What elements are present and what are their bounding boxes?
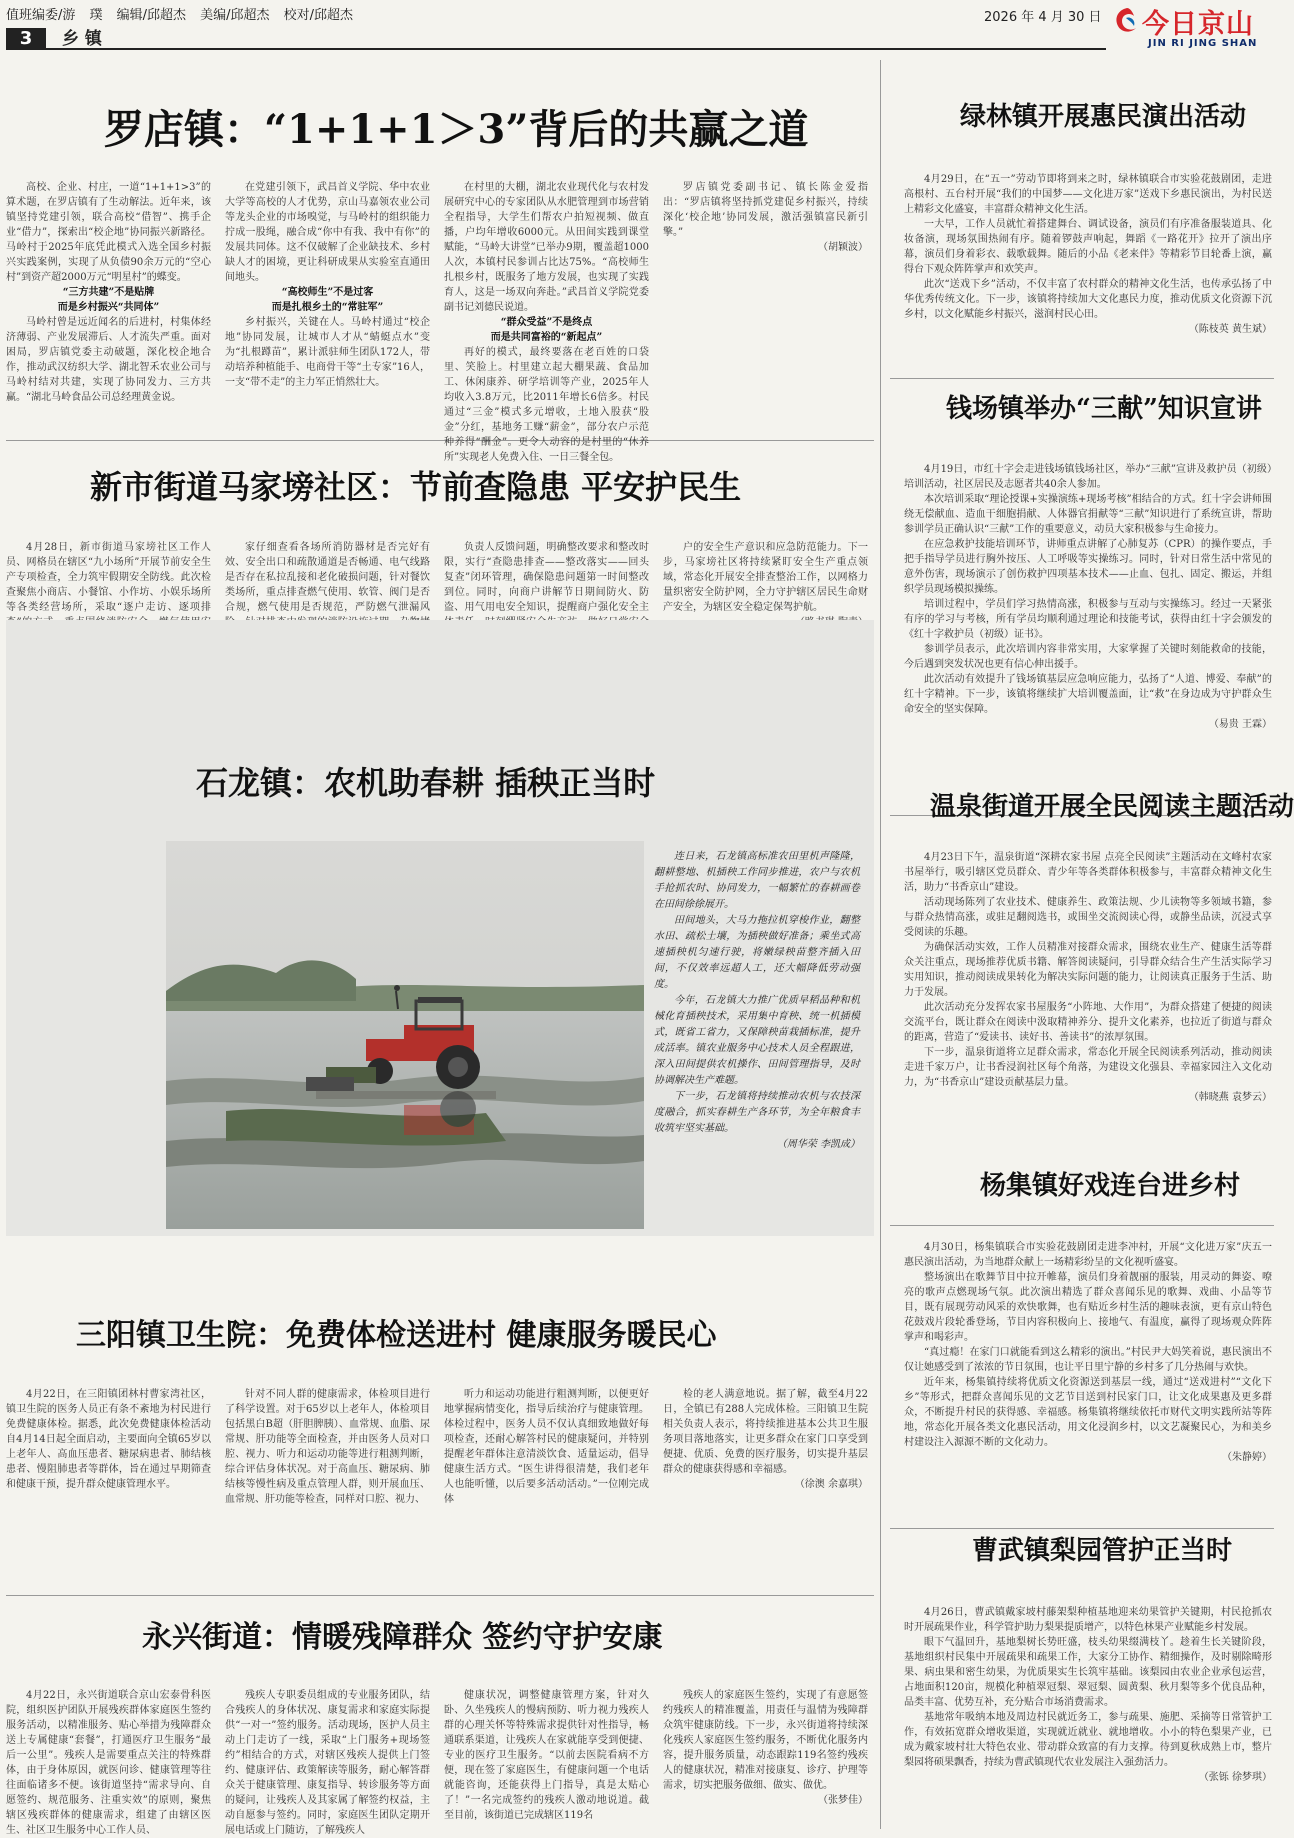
caption-paragraph: 田间地头，大马力拖拉机穿梭作业，翻整水田、疏松土壤，为插秧做好准备；乘坐式高速插秧机匀速行驶，将嫩绿秧苗整齐插入田间，不仅效率远超人工，还大幅降低劳动强度。 (654, 915, 860, 990)
article-body-wenquan (904, 850, 1272, 1210)
paragraph: 负责人反馈问题，明确整改要求和整改时限，实行“查隐患排查——整改落实——回头复查”闭环管理，确保隐患问题第一时间整改到位。同时，向商户讲解节日期间防火、防盗、用气用电安全知识，提醒商户强化安全主 (444, 542, 649, 613)
article-title-qianchang: 钱场镇举办“三献”知识宣讲 (946, 394, 1262, 424)
paragraph: 整场演出在歌舞节目中拉开帷幕，演员们身着靓丽的服装，用灵动的舞姿、嘹亮的歌声点燃现场气氛。此次演出精选了群众喜闻乐见的歌舞、戏曲、小品等节目，既有展现劳动风采的欢快歌舞，也有贴近乡村生活的趣味表演，更有京山特色花鼓戏片段轮番登场，节目内容积极向上、接地气、有温度，赢得了现场观众阵阵掌声和喝彩声。 (904, 1272, 1272, 1343)
paragraph: 家仔细查看各场所消防器材是否完好有效、安全出口和疏散通道是否畅通、电气线路是否存在私拉乱接和老化破损问题，针对餐饮类场所，重点排查燃气使用、软管、阀门是否合规，燃气使用是否规范，严防燃气泄漏风 (225, 542, 430, 613)
column-divider (880, 60, 881, 1829)
logo-swirl-icon (1112, 6, 1142, 36)
caption-paragraph: 下一步，石龙镇将持续推动农机与农技深度融合，抓实春耕生产各环节，为全年粮食丰收筑牢坚实基础。 (654, 1091, 860, 1134)
paragraph: 再好的模式，最终要落在老百姓的口袋里、笑脸上。村里建立起大棚果蔬、食品加工、休闲康养、研学培训等产业，2025年人均收入3.8万元，比2011年增长6倍多。村民通过“三金”模式多元增收，土地入股获“股金”分红，基地务工赚“薪金”，部分农户示范种养得“酬金”。更令人动容的是村里的“休养所”实现老人免费入住、一日三餐全包。 (444, 347, 649, 463)
paragraph: 在应急救护技能培训环节，讲师重点讲解了心肺复苏（CPR）的操作要点，手把手指导学员进行胸外按压、人工呼吸等实操练习。同时，针对日常生活中常见的意外伤害，现场演示了创伤救护四项基本技术——止血、包扎、固定、搬运，并组织学员现场模拟操练。 (904, 539, 1272, 595)
paragraph: 乡村振兴，关键在人。马岭村通过“校企地”协同发展，让城市人才从“蜻蜓点水”变为“扎根蹲苗”，累计派驻师生团队172人，带动培养种植能手、电商骨干等“土专家”16人，一支“带不走”的主力军正悄然壮大。 (225, 317, 430, 388)
article-title-shilong: 石龙镇：农机助春耕 插秧正当时 (196, 764, 656, 802)
paragraph: 4月19日，市红十字会走进钱场镇钱场社区，举办“三献”宣讲及救护员（初级）培训活动，社区居民及志愿者共40余人参加。 (904, 464, 1272, 490)
article-body-xinshi (663, 540, 868, 615)
byline: （胡颖波） (818, 242, 868, 253)
paragraph: 活动现场陈列了农业技术、健康养生、政策法规、少儿读物等多领域书籍，参与群众热情高涨，或驻足翻阅选书，或围坐交流阅读心得，或静坐品读，沉浸式享受阅读的乐趣。 (904, 897, 1272, 938)
editor-credits: 值班编委/游 璞 编辑/邱超杰 美编/邱超杰 校对/邱超杰 (6, 8, 354, 23)
article-body-sanyang (6, 1387, 211, 1587)
article-body-luodian (444, 180, 649, 463)
paragraph: “真过瘾！在家门口就能看到这么精彩的演出。”村民尹大妈笑着说，惠民演出不仅让她感受到了浓浓的节日氛围，也让平日里宁静的乡村多了几分热闹与欢快。 (904, 1347, 1272, 1373)
article-body-luodian (663, 180, 868, 430)
paragraph: 培训过程中，学员们学习热情高涨，积极参与互动与实操练习。经过一天紧张有序的学习与考核，所有学员均顺利通过理论和技能考试，获得由红十字会颁发的《红十字救护员（初级）证书》。 (904, 599, 1272, 640)
paragraph: 健康状况，调整健康管理方案，针对久卧、久坐残疾人的慢病预防、听力视力残疾人群的心理关怀等特殊需求提供针对性指导，畅通联系渠道，让残疾人在家就能享受到便捷、专业的医疗卫生服务。“以前去医院看病不方便，现在签了家庭医生，有健康问题一个电话就能咨询，还能获得上门指导，真是太贴心了！”一名完成签约的残疾人激动地说道。截至目前，该街道已完成辖区119名 (444, 1690, 649, 1821)
section-divider (890, 1528, 1274, 1529)
article-body-yongxing (6, 1688, 211, 1836)
article-body-sanyang (225, 1387, 430, 1587)
subheading: 而是共同富裕的“新起点” (490, 332, 603, 343)
paragraph: 在村里的大棚，湖北农业现代化与农村发展研究中心的专家团队从水肥管理到市场营销全程指导，大学生们帮农户拍短视频、做直播，户均年增收6000元。从田间实践到课堂赋能，“马岭大讲堂”已举办9期，覆盖超1000人次，本镇村民参训占比达75%。“高校师生扎根乡村，既服务了地方发展，也实现了实践育人，这是一场双向奔赴。”武昌首义学院党委副书记刘德民说道。 (444, 182, 649, 313)
byline: （徐澳 余嘉琪） (794, 1479, 868, 1490)
paragraph: 4月26日，曹武镇戴家坡村藤架梨种植基地迎来幼果管护关键期，村民抢抓农时开展疏果作业，科学管护助力梨果提质增产，以特色林果产业赋能乡村发展。 (904, 1607, 1272, 1633)
paragraph: 参训学员表示，此次培训内容非常实用，大家掌握了关键时刻能救命的技能，今后遇到突发状况也更有信心伸出援手。 (904, 644, 1272, 670)
subheading: “高校师生”不是过客 (281, 287, 374, 298)
article-title-luodian: 罗店镇：“1+1+1＞3”背后的共赢之道 (104, 106, 809, 153)
byline: （韩晓燕 袁梦云） (1188, 1092, 1272, 1103)
paragraph: 近年来，杨集镇持续将优质文化资源送到基层一线，通过“送戏进村”“文化下乡”等形式，把群众喜闻乐见的文艺节目送到村民家门口，让文化成果惠及更多群众，不断提升村民的获得感、幸福感。杨集镇将继续依托市财代文明实践所站等阵地，常态化开展各类文化惠民活动，用文化浸润乡村，以文艺凝聚民心，为和美乡村建设注入源源不断的文化动力。 (904, 1377, 1272, 1448)
article-title-yangji: 杨集镇好戏连台进乡村 (980, 1171, 1241, 1201)
tractor-field-photo (166, 841, 644, 1229)
caption-paragraph: 今年，石龙镇大力推广优质早稻品种和机械化育插秧技术，采用集中育秧、统一机插模式，既省工省力，又保障秧苗栽插标准，提升成活率。镇农业服务中心技术人员全程跟进，深入田间提供农机操作、田间管理指导，及时协调解决生产难题。 (654, 995, 860, 1086)
paragraph: 高校、企业、村庄，一道“1+1+1>3”的算术题，在罗店镇有了生动解法。近年来，该镇坚持党建引领，联合高校“借智”、携手企业“借力”，探索出“校企地”协同振兴新路径。马岭村于2025年底凭此模式入选全国乡村振兴实践案例，实现了从负债90余万元的“空心村”到资产超2000万元“明星村”的蝶变。 (6, 182, 211, 283)
paragraph: 为确保活动实效，工作人员精准对接群众需求，围绕农业生产、健康生活等群众关注重点，现场推荐优质书籍、解答阅读疑问，引导群众结合生产生活实际学习实用知识，推动阅读成果转化为解决实际问题的能力，让阅读真正服务于生活、助力于发展。 (904, 942, 1272, 998)
byline: （陈枝英 黄生斌） (1188, 324, 1272, 335)
byline: （易贵 王霖） (1208, 719, 1272, 730)
photo-feature-shilong (6, 620, 874, 1236)
issue-date: 2026 年 4 月 30 日 (984, 10, 1102, 25)
paragraph: 在党建引领下，武昌首义学院、华中农业大学等高校的人才优势，京山马嘉领农业公司等龙头企业的市场嗅觉，与马岭村的组织能力拧成一股绳，融合成“你中有我、我中有你”的发展共同体。这不仅破解了企业缺技术、乡村缺人才的困境，更让科研成果从实验室直通田间地头。 (225, 182, 430, 283)
byline: （周华荣 李凯成） (776, 1139, 860, 1150)
caption-paragraph: 连日来，石龙镇高标准农田里机声隆隆，翻耕整地、机插秧工作同步推进，农户与农机手抢抓农时、协同发力，一幅繁忙的春耕画卷在田间徐徐展开。 (654, 851, 860, 910)
paragraph: 4月30日，杨集镇联合市实验花鼓剧团走进李冲村，开展“文化进万家”庆五一惠民演出活动，为当地群众献上一场精彩纷呈的文化视听盛宴。 (904, 1242, 1272, 1268)
subheading: 而是乡村振兴“共同体” (57, 302, 160, 313)
article-body-luodian (225, 180, 430, 430)
byline: （张铄 徐梦琪） (1198, 1772, 1272, 1783)
article-title-caowu: 曹武镇梨园管护正当时 (972, 1536, 1233, 1566)
photo-caption-shilong (654, 849, 860, 1153)
logo-pinyin: JIN RI JING SHAN (1148, 38, 1258, 49)
byline: （张梦佳） (818, 1795, 868, 1806)
page-number: 3 (6, 28, 46, 50)
article-body-sanyang (663, 1387, 868, 1587)
logo-text: 今日京山 (1142, 9, 1254, 40)
section-divider (890, 378, 1274, 379)
article-title-yongxing: 永兴街道：情暖残障群众 签约守护安康 (142, 1620, 663, 1655)
article-body-xinshi (6, 540, 211, 615)
paragraph: 针对不同人群的健康需求，体检项目进行了科学设置。对于65岁以上老年人，体检项目包括黑白B超（肝胆脾胰）、血常规、血脂、尿常规、肝功能等全面检查，并由医务人员对口腔、视力、听力和运动功能等进行粗测判断，综合评估身体状况。对于高血压、糖尿病、肺结核等慢性病及重点管理人群，则开展血压、血常规、肝功能等检查，同样对口腔、视力、 (225, 1389, 430, 1505)
paragraph: 眼下气温回升，基地梨树长势旺盛，枝头幼果缀满枝丫。趁着生长关键阶段，基地组织村民集中开展疏果和疏果工作，大家分工协作、精细操作，及时剔除畸形果、病虫果和密生幼果，为优质果实生长筑牢基础。该梨园由农业企业承包运营，占地面积120亩，规模化种植翠冠梨、翠冠梨、圆黄梨、秋月梨等多个优良品种，品类丰富、优势互补，充分贴合市场消费需求。 (904, 1637, 1272, 1708)
byline: （朱静婷） (1222, 1452, 1272, 1463)
article-body-qianchang (904, 462, 1272, 807)
article-body-luodian (6, 180, 211, 430)
subheading: “三方共建”不是贴牌 (62, 287, 155, 298)
paragraph: 听力和运动功能进行粗测判断，以便更好地掌握病情变化，指导后续治疗与健康管理。体检过程中，医务人员不仅认真细致地做好每项检查，还耐心解答村民的健康疑问，并特别提醒老年群体注意清淡饮食、适量运动，倡导健康生活方式。“医生讲得很清楚，我们老年人也能听懂，以后要多活动活动。”一位刚完成体 (444, 1389, 649, 1505)
paragraph: 下一步，温泉街道将立足群众需求，常态化开展全民阅读系列活动，推动阅读走进千家万户，让书香浸润社区每个角落，为建设文化强县、幸福家园注入文化动力，为“书香京山”建设贡献基层力量。 (904, 1047, 1272, 1088)
article-body-yongxing (444, 1688, 649, 1826)
paragraph: 残疾人专职委员组成的专业服务团队，结合残疾人的身体状况、康复需求和家庭实际提供“一对一”签约服务。活动现场，医护人员主动上门走访了一线，采取“上门服务+现场签约”相结合的方式，对辖区残疾人提供上门签约、健康评估、政策解读等服务，耐心解答群众关于健康管理、康复指导、转诊服务等方面的疑问，让残疾人及其家属了解签约权益，主动自愿参与签约。同时，家庭医生团队定期开展电话或上门随访，了解残疾人 (225, 1690, 430, 1836)
article-body-yangji (904, 1240, 1272, 1520)
paragraph: 4月28日，新市街道马家塝社区工作人员、网格员在辖区“九小场所”开展节前安全生产专项检查，全力筑牢假期安全防线。此次检查聚焦小商店、小餐馆、小作坊、小娱乐场所等各类经营场所，采取“逐户走访、逐项排 (6, 542, 211, 613)
article-body-caowu (904, 1605, 1272, 1825)
paragraph: 4月22日，永兴街道联合京山宏泰骨科医院，组织医护团队开展残疾群体家庭医生签约服务活动，以精准服务、贴心举措为残障群众送上专属健康“套餐”，打通医疗卫生服务“最后一公里”。残疾人是需要重点关注的特殊群体，由于身体原因，就医问诊、健康管理等往往面临诸多不便。该街道坚持“需求导向、自愿签约、规范服务、注重实效”的原则，聚焦辖区残疾群体的健康需求，组建了由辖区医生、社区卫生服务中心工作人员、 (6, 1690, 211, 1836)
paragraph: 罗店镇党委副书记、镇长陈金爱指出：“罗店镇将坚持抓党建促乡村振兴，持续深化‘校企地’协同发展，激活强镇富民新引擎。” (663, 182, 868, 238)
paragraph: 此次活动充分发挥农家书屋服务“小阵地、大作用”，为群众搭建了便捷的阅读交流平台，既让群众在阅读中汲取精神养分、提升文化素养，也拉近了街道与群众的距离，营造了“爱读书、读好书、善读书”的浓厚氛围。 (904, 1002, 1272, 1043)
paragraph: 此次活动有效提升了钱场镇基层应急响应能力，弘扬了“人道、博爱、奉献”的红十字精神。下一步，该镇将继续扩大培训覆盖面，让“救”在身边成为守护群众生命安全的坚实保障。 (904, 674, 1272, 715)
article-title-sanyang: 三阳镇卫生院：免费体检送进村 健康服务暖民心 (76, 1318, 717, 1353)
article-body-sanyang (444, 1387, 649, 1587)
paragraph: 此次“送戏下乡”活动，不仅丰富了农村群众的精神文化生活，也传承弘扬了中华优秀传统文化。下一步，该镇将持续加大文化惠民力度，推动优质文化资源下沉乡村，以文化赋能乡村振兴，滋润村民心田。 (904, 279, 1272, 320)
farm-photo-illustration (166, 841, 644, 1229)
section-name: 乡 镇 (62, 29, 102, 49)
paragraph: 基地常年吸纳本地及周边村民就近务工，参与疏果、施肥、采摘等日常管护工作，有效拓宽群众增收渠道，实现就近就业、就地增收。小小的特色梨果产业，已成为戴家坡村壮大特色农业、带动群众致富的有力支撑。待到夏秋成熟上市，整片梨园将硕果飘香，持续为曹武镇现代农业发展注入强劲活力。 (904, 1712, 1272, 1768)
article-title-wenquan: 温泉街道开展全民阅读主题活动 (930, 792, 1294, 822)
article-body-xinshi (444, 540, 649, 615)
paragraph: 户的安全生产意识和应急防范能力。下一步，马家塝社区将持续紧盯安全生产重点领域，常态化开展安全排查整治工作，以网格力量织密安全防护网，全力守护辖区居民生命财产安全，为辖区安全稳定保驾护航。 (663, 542, 868, 613)
paragraph: 残疾人的家庭医生签约，实现了有意愿签约残疾人的精准覆盖，用责任与温情为残障群众筑牢健康防线。下一步，永兴街道将持续深化残疾人家庭医生签约服务，不断优化服务内容，提升服务质量，动态跟踪119名签约残疾人的健康状况，精准对接康复、诊疗、护理等需求，切实把服务做细、做实、做优。 (663, 1690, 868, 1791)
section-divider (6, 440, 874, 441)
paragraph: 检的老人满意地说。据了解，截至4月22日，全镇已有288人完成体检。三阳镇卫生院相关负责人表示，将持续推进基本公共卫生服务项目落地落实，让更多群众在家门口享受到便捷、优质、免费的医疗服务，切实提升基层群众的健康获得感和幸福感。 (663, 1389, 868, 1475)
paragraph: 4月22日，在三阳镇团林村曹家湾社区，镇卫生院的医务人员正有条不紊地为村民进行免费健康体检。据悉，此次免费健康体检活动自4月14日起全面启动，主要面向全镇65岁以上老年人、高血压患者、糖尿病患者、肺结核患者、慢阻肺患者等群体，旨在通过早期筛查和健康干预，提升群众健康管理水平。 (6, 1389, 211, 1490)
article-body-yongxing (663, 1688, 868, 1826)
section-divider (890, 1225, 1274, 1226)
paragraph: 4月29日，在“五一”劳动节即将到来之时，绿林镇联合市实验花鼓剧团，走进高根村、五台村开展“我们的中国梦——文化进万家”送戏下乡惠民演出，为村民送上精彩文化盛宴，丰富群众精神文化生活。 (904, 174, 1272, 215)
article-title-xinshi: 新市街道马家塝社区：节前查隐患 平安护民生 (90, 468, 742, 506)
page-bar (6, 28, 1106, 50)
paragraph: 4月23日下午，温泉街道“深耕农家书屋 点亮全民阅读”主题活动在文峰村农家书屋举行，吸引辖区党员群众、青少年等各类群体积极参与，丰富群众精神文化生活，助力“书香京山”建设。 (904, 852, 1272, 893)
page-header (0, 0, 1280, 56)
subheading: 而是扎根乡土的“常驻军” (271, 302, 384, 313)
article-title-lvlin: 绿林镇开展惠民演出活动 (960, 102, 1247, 132)
paragraph: 本次培训采取“理论授课+实操演练+现场考核”相结合的方式。红十字会讲师围绕无偿献血、造血干细胞捐献、人体器官捐献等“三献”知识进行了系统宣讲，帮助参训学员正确认识“三献”工作的重要意义，动员大家积极参与生命接力。 (904, 494, 1272, 535)
article-body-yongxing (225, 1688, 430, 1836)
article-body-xinshi (225, 540, 430, 615)
masthead-logo (1112, 2, 1278, 52)
article-body-lvlin (904, 172, 1272, 370)
paragraph: 马岭村曾是远近闻名的后进村，村集体经济薄弱、产业发展滞后、人才流失严重。面对困局，罗店镇党委主动破题，深化校企地合作，推动武汉纺织大学、湖北智禾农业公司与马岭村结对共建，实现了协同发力、三方共赢。“湖北马岭食品公司总经理黄金说。 (6, 317, 211, 403)
subheading: “群众受益”不是终点 (500, 317, 593, 328)
paragraph: 一大早，工作人员就忙着搭建舞台、调试设备，演员们有序准备服装道具、化妆备演，现场氛围热闹有序。随着锣鼓声响起，舞蹈《一路花开》拉开了演出序幕，演员们身着彩衣、载歌载舞。随后的小品《老来伴》等精彩节目轮番上演，赢得台下观众阵阵掌声和欢笑声。 (904, 219, 1272, 275)
section-divider (6, 1595, 874, 1596)
